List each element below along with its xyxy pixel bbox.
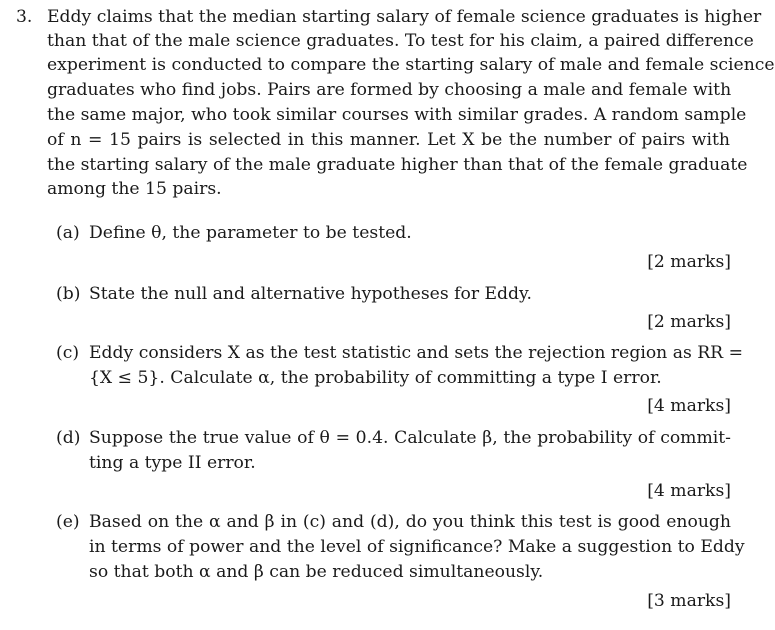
- part-e-line-3: so that both α and β can be reduced simultaneously.: [89, 562, 544, 582]
- part-a-marks: [2 marks]: [647, 252, 731, 272]
- part-c-label: (c): [56, 343, 80, 363]
- part-e-line-1: Based on the α and β in (c) and (d), do you think this test is good enough: [89, 512, 731, 532]
- intro-line-8: among the 15 pairs.: [47, 179, 222, 199]
- part-c-line-2: {X ≤ 5}. Calculate α, the probability of committing a type I error.: [89, 368, 662, 388]
- part-b-marks: [2 marks]: [647, 312, 731, 332]
- part-d-marks: [4 marks]: [647, 481, 731, 501]
- intro-line-4: graduates who find jobs. Pairs are formed by choosing a male and female with: [47, 80, 732, 100]
- part-c-marks: [4 marks]: [647, 396, 731, 416]
- intro-line-7: the starting salary of the male graduate higher than that of the female graduate: [47, 155, 748, 175]
- part-e-marks: [3 marks]: [647, 591, 731, 611]
- part-d-line-1: Suppose the true value of θ = 0.4. Calculate β, the probability of commit-: [89, 428, 731, 448]
- part-a-text: Define θ, the parameter to be tested.: [89, 223, 412, 243]
- intro-line-3: experiment is conducted to compare the starting salary of male and female science: [47, 55, 775, 75]
- part-d-line-2: ting a type II error.: [89, 453, 256, 473]
- intro-line-6: of n = 15 pairs is selected in this manner. Let X be the number of pairs with: [47, 130, 730, 150]
- part-a-label: (a): [56, 223, 80, 243]
- part-e-line-2: in terms of power and the level of significance? Make a suggestion to Eddy: [89, 537, 745, 557]
- intro-line-5: the same major, who took similar courses with similar grades. A random sample: [47, 105, 747, 125]
- part-b-label: (b): [56, 284, 81, 304]
- part-e-label: (e): [56, 512, 80, 532]
- intro-line-2: than that of the male science graduates. To test for his claim, a paired difference: [47, 31, 754, 51]
- intro-line-1: Eddy claims that the median starting salary of female science graduates is higher: [47, 7, 762, 27]
- part-b-text: State the null and alternative hypotheses for Eddy.: [89, 284, 532, 304]
- question-number: 3.: [16, 7, 33, 27]
- part-c-line-1: Eddy considers X as the test statistic and sets the rejection region as RR =: [89, 343, 743, 363]
- part-d-label: (d): [56, 428, 81, 448]
